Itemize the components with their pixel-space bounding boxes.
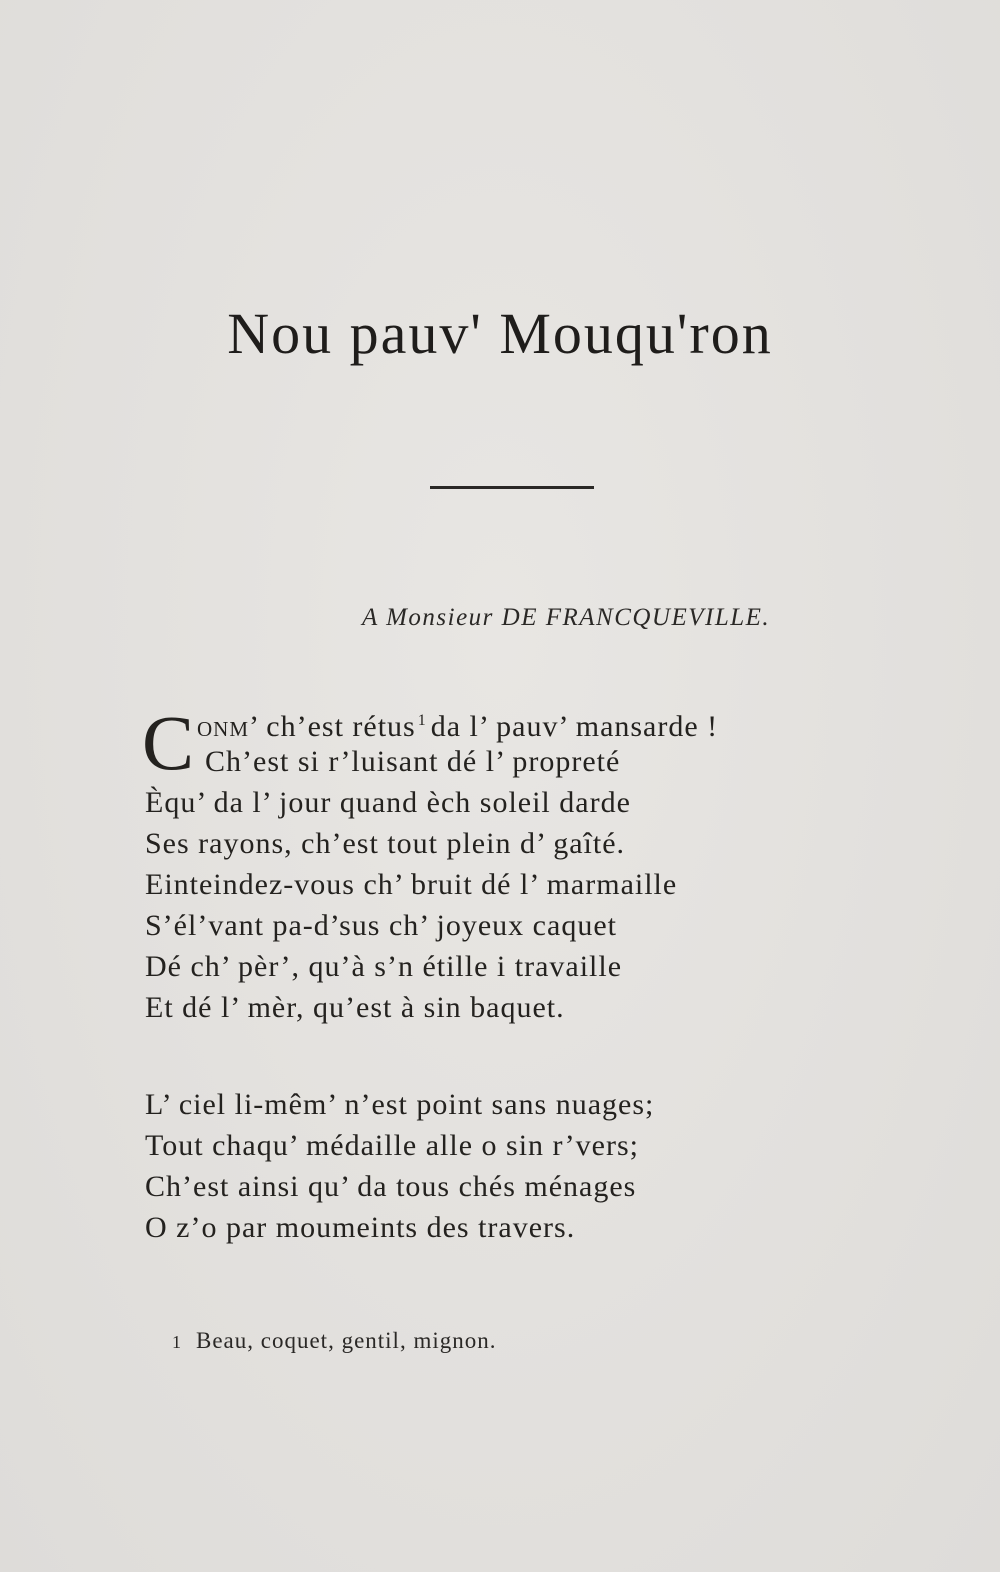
first-line-text: ’ ch’est rétus [249,710,416,743]
poem-title: Nou pauv' Mouqu'ron [227,301,773,366]
verse-line: O z’o par moumeints des travers. [145,1211,576,1244]
stanza-2 [145,1084,654,1248]
verse-line: Èqu’ da l’ jour quand èch soleil darde [145,786,631,819]
verse-line: Ch’est si r’luisant dé l’ propreté [205,745,621,778]
verse-line [145,700,718,741]
verse-line: Ses rayons, ch’est tout plein d’ gaîté. [145,827,626,860]
verse-line: Tout chaqu’ médaille alle o sin r’vers; [145,1129,639,1162]
verse-line: Dé ch’ pèr’, qu’à s’n étille i travaille [145,950,623,983]
verse-line: L’ ciel li-mêm’ n’est point sans nuages; [145,1088,655,1121]
verse-line: Einteindez-vous ch’ bruit dé l’ marmaille [145,868,678,901]
verse-line: Ch’est ainsi qu’ da tous chés ménages [145,1170,637,1203]
first-word-smallcaps: ONM [197,717,250,741]
verse-line: S’él’vant pa-d’sus ch’ joyeux caquet [145,909,617,942]
dedication: A Monsieur DE FRANCQUEVILLE. [362,604,771,631]
title-divider [430,486,594,489]
footnote [172,1328,496,1354]
footnote-reference: 1 [417,712,427,729]
verse-line: Et dé l’ mèr, qu’est à sin baquet. [145,991,565,1024]
first-line-end: da l’ pauv’ mansarde ! [430,710,719,743]
drop-cap: C [142,699,196,786]
footnote-text: Beau, coquet, gentil, mignon. [196,1328,497,1353]
stanza-1 [142,699,719,1028]
footnote-mark: 1 [172,1332,182,1352]
